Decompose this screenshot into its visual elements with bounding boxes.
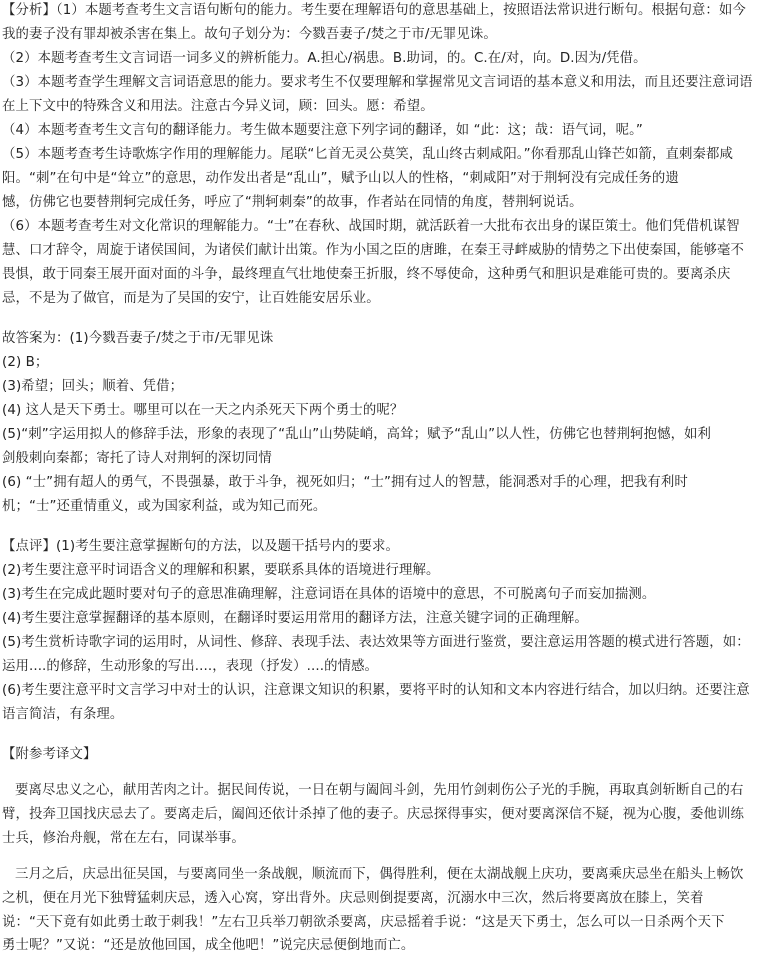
- analysis-line: （4）本题考查考生文言句的翻译能力。考生做本题要注意下列字词的翻译，如 “此：这；哉：语气词，呢。”: [2, 123, 643, 138]
- analysis-line: 慧、口才辞令，周旋于诸侯国间，为诸侯们献计出策。作为小国之臣的唐雎，在秦王寻衅威胁的情势之下出使秦国，能够毫不: [2, 243, 744, 258]
- analysis-line: （2）本题考查考生文言词语一词多义的辨析能力。A.担心/祸患。B.助词，的。C.在/对，向。D.因为/凭借。: [2, 51, 647, 66]
- translation-para1-line: 要离尽忠义之心，献用苦肉之计。据民间传说，一日在朝与阖闾斗剑，先用竹剑刺伤公子光的手腕，再取真剑斩断自己的右: [15, 783, 744, 798]
- answer-line: (6) “士”拥有超人的勇气，不畏强暴，敢于斗争，视死如归；“士”拥有过人的智慧，能洞悉对手的心理，把我有利时: [2, 475, 688, 490]
- analysis-line: 我的妻子没有罪却被杀害在集上。故句子划分为：今戮吾妻子/焚之于市/无罪见诛。: [2, 27, 497, 42]
- translation-para1-line: 士兵，修治舟舰，常在左右，同谋举事。: [2, 831, 245, 846]
- translation-para2-line: 说：“天下竟有如此勇士敢于刺我！”左右卫兵举刀朝欲杀要离，庆忌摇着手说：“这是天下勇士，怎么可以一日杀两个天下: [2, 915, 725, 930]
- comment-line: 运用....的修辞，生动形象的写出....，表现（抒发）....的情感。: [2, 659, 379, 674]
- analysis-line: 在上下文中的特殊含义和用法。注意古今异义词，顾：回头。愿：希望。: [2, 99, 434, 114]
- translation-para2-line: 勇士呢？”又说：“还是放他回国，成全他吧！”说完庆忌便倒地而亡。: [2, 938, 415, 953]
- comment-line: (6)考生要注意平时文言学习中对士的认识，注意课文知识的积累，要将平时的认知和文本内容进行结合，加以归纳。还要注意: [2, 683, 750, 698]
- comment-line: (3)考生在完成此题时要对句子的意思准确理解，注意词语在具体的语境中的意思，不可脱离句子而妄加揣测。: [2, 587, 656, 602]
- answer-line: 机；“士”还重情重义，或为国家利益，或为知己而死。: [2, 499, 327, 514]
- analysis-line: （5）本题考查考生诗歌炼字作用的理解能力。尾联“匕首无灵公莫笑，乱山终古刺咸阳。”你看那乱山锋芒如箭，直刺秦都咸: [2, 147, 733, 162]
- translation-para1-line: 臂，投奔卫国找庆忌去了。要离走后，阖闾还依计杀掉了他的妻子。庆忌探得事实，便对要离深信不疑，视为心腹，委他训练: [2, 807, 744, 822]
- answer-line: 故答案为：(1)今戮吾妻子/焚之于市/无罪见诛: [2, 331, 274, 346]
- analysis-line: 忌，不是为了做官，而是为了吴国的安宁，让百姓能安居乐业。: [2, 291, 380, 306]
- analysis-line: 阳。“刺”在句中是“耸立”的意思，动作发出者是“乱山”，赋予山以人的性格，“刺咸阳”对于荆轲没有完成任务的遗: [2, 171, 679, 186]
- analysis-line: 畏惧，敢于同秦王展开面对面的斗争，最终理直气壮地使秦王折服，终不辱使命，这种勇气和胆识是难能可贵的。要离杀庆: [2, 267, 731, 282]
- comment-line: (4)考生要注意掌握翻译的基本原则，在翻译时要运用常用的翻译方法，注意关键字词的正确理解。: [2, 611, 588, 626]
- comment-line: (5)考生赏析诗歌字词的运用时，从词性、修辞、表现手法、表达效果等方面进行鉴赏，要注意运用答题的模式进行答题，如：: [2, 635, 750, 650]
- analysis-line: （3）本题考查学生理解文言词语意思的能力。要求考生不仅要理解和掌握常见文言词语的基本意义和用法，而且还要注意词语: [2, 75, 753, 90]
- answer-line: (3)希望；回头；顺着、凭借；: [2, 379, 184, 394]
- analysis-line: （6）本题考查考生对文化常识的理解能力。“士”在春秋、战国时期，就活跃着一大批布衣出身的谋臣策士。他们凭借机谋智: [2, 219, 740, 234]
- analysis-line: 【分析】（1）本题考查考生文言语句断句的能力。考生要在理解语句的意思基础上，按照语法常识进行断句。根据句意：如今: [2, 3, 746, 18]
- comment-line: 语言简洁，有条理。: [2, 707, 124, 722]
- translation-para2-line: 三月之后，庆忌出征吴国，与要离同坐一条战舰，顺流而下，偶得胜利，便在太湖战舰上庆功，要离乘庆忌坐在船头上畅饮: [15, 867, 744, 882]
- translation-para2-line: 之机，便在月光下独臂猛刺庆忌，透入心窝，穿出背外。庆忌则倒提要离，沉溺水中三次，然后将要离放在膝上，笑着: [2, 891, 704, 906]
- answer-line: (5)“刺”字运用拟人的修辞手法，形象的表现了“乱山”山势陡峭，高耸；赋予“乱山”以人性，仿佛它也替荆轲抱憾，如利: [2, 427, 712, 442]
- analysis-line: 憾，仿佛它也要替荆轲完成任务，呼应了“荆轲刺秦”的故事，作者站在同情的角度，替荆轲说话。: [2, 195, 583, 210]
- answer-line: (2) B；: [2, 355, 49, 370]
- answer-line: 剑般刺向秦都；寄托了诗人对荆轲的深切同情: [2, 451, 272, 466]
- comment-line: 【点评】(1)考生要注意掌握断句的方法，以及题干括号内的要求。: [2, 539, 400, 554]
- comment-line: (2)考生要注意平时词语含义的理解和积累，要联系具体的语境进行理解。: [2, 563, 440, 578]
- answer-line: (4) 这人是天下勇士。哪里可以在一天之内杀死天下两个勇士的呢？: [2, 403, 404, 418]
- translation-heading: 【附参考译文】: [2, 747, 97, 762]
